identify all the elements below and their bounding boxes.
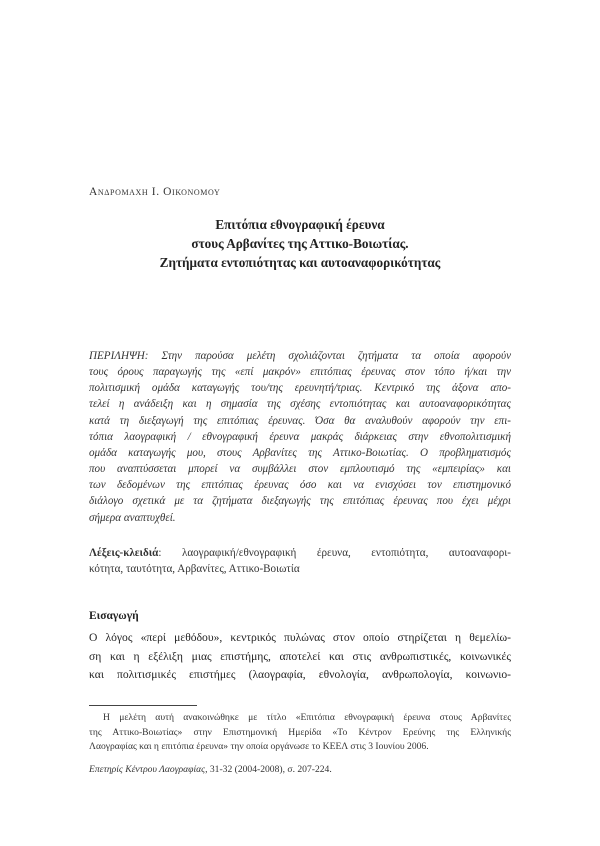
abstract-line: των δεδομένων της επιτόπιας έρευνας όσο και να ενισχύσει τον επιστημονικό xyxy=(89,479,511,492)
citation-details: , 31-32 (2004-2008), σ. 207-224. xyxy=(205,764,332,775)
abstract-line: ομάδα καταγωγής μου, στους Αρβανίτες της Αττικο-Βοιωτίας. Ο προβληματισμός xyxy=(89,446,511,459)
keywords xyxy=(89,545,511,577)
intro-paragraph xyxy=(89,629,511,685)
footnote-line: της Αττικο-Βοιωτίας» στην Επιστημονική Ημερίδα «Το Κέντρον Ερεύνης της Ελληνικής xyxy=(89,726,511,738)
abstract-line: που αναπτύσσεται μπορεί να συμβάλλει στον εμπλουτισμό της «εμπειρίας» και xyxy=(89,463,511,476)
title-line: στους Αρβανίτες της Αττικο-Βοιωτίας. xyxy=(191,236,409,251)
intro-line: και πολιτισμικές επιστήμες (λαογραφία, εθνολογία, ανθρωπολογία, κοινωνιο- xyxy=(89,668,511,681)
title-line: Ζητήματα εντοπιότητας και αυτοαναφορικότητας xyxy=(159,255,441,270)
abstract-line: πολιτισμική ομάδα καταγωγής του/της ερευνητή/τριας. Κεντρικό της άξονα απο- xyxy=(89,382,511,395)
footnote-line: Η μελέτη αυτή ανακοινώθηκε με τίτλο «Επιτόπια εθνογραφική έρευνα στους Αρβανίτες xyxy=(103,712,511,723)
footnote-divider xyxy=(89,705,197,706)
journal-name: Επετηρίς Κέντρου Λαογραφίας xyxy=(89,764,206,775)
abstract-line: διάλογο σχετικά με τα ζητήματα διεξαγωγής της επιτόπιας έρευνας που έχει μέχρι xyxy=(89,495,511,508)
abstract xyxy=(89,348,511,526)
intro-line: ση και η εξέλιξη μιας επιστήμης, αποτελεί και στις ανθρωπιστικές, κοινωνικές xyxy=(89,649,511,663)
abstract-line: τόπια λαογραφική / εθνογραφική έρευνα μακράς διάρκειας στην εθνοπολιτισμική xyxy=(89,430,511,443)
intro-line: Ο λόγος «περί μεθόδου», κεντρικός πυλώνας στον οποίο στηρίζεται η θεμελίω- xyxy=(89,631,511,644)
abstract-line: κατά τη διεξαγωγή της επιτόπιας έρευνας. Όσα θα αναλυθούν αφορούν την επι- xyxy=(89,414,511,427)
keywords-text: : λαογραφική/εθνογραφική έρευνα, εντοπιότητα, αυτοαναφορι- xyxy=(158,547,511,559)
keywords-label: Λέξεις-κλειδιά xyxy=(89,547,159,559)
section-heading: Εισαγωγή xyxy=(89,610,139,622)
abstract-line: σήμερα αναπτυχθεί. xyxy=(89,511,176,524)
abstract-line: τους όρους παραγωγής της «επί μακρόν» επιτόπιας έρευνας στον τόπο ή/και την xyxy=(89,366,511,379)
keywords-line: κότητα, ταυτότητα, Αρβανίτες, Αττικο-Βοιωτία xyxy=(89,563,300,575)
footnote-line: Λαογραφίας και η επιτόπια έρευνα» την οποία οργάνωσε το ΚΕΕΛ στις 3 Ιουνίου 2006. xyxy=(89,741,429,752)
author-name: Ανδρομαχη Ι. Οικονομου xyxy=(89,186,221,198)
journal-citation xyxy=(89,764,332,775)
abstract-line: ΠΕΡΙΛΗΨΗ: Στην παρούσα μελέτη σχολιάζονται ζητήματα τα οποία αφορούν xyxy=(89,350,511,362)
article-title xyxy=(89,215,511,272)
keywords-line xyxy=(89,545,511,561)
title-line: Επιτόπια εθνογραφική έρευνα xyxy=(215,217,385,232)
abstract-line: τελεί η ανάδειξη και η σημασία της σχέσης εντοπιότητας και αυτοαναφορικότητας xyxy=(89,398,511,411)
footnote xyxy=(89,711,511,755)
